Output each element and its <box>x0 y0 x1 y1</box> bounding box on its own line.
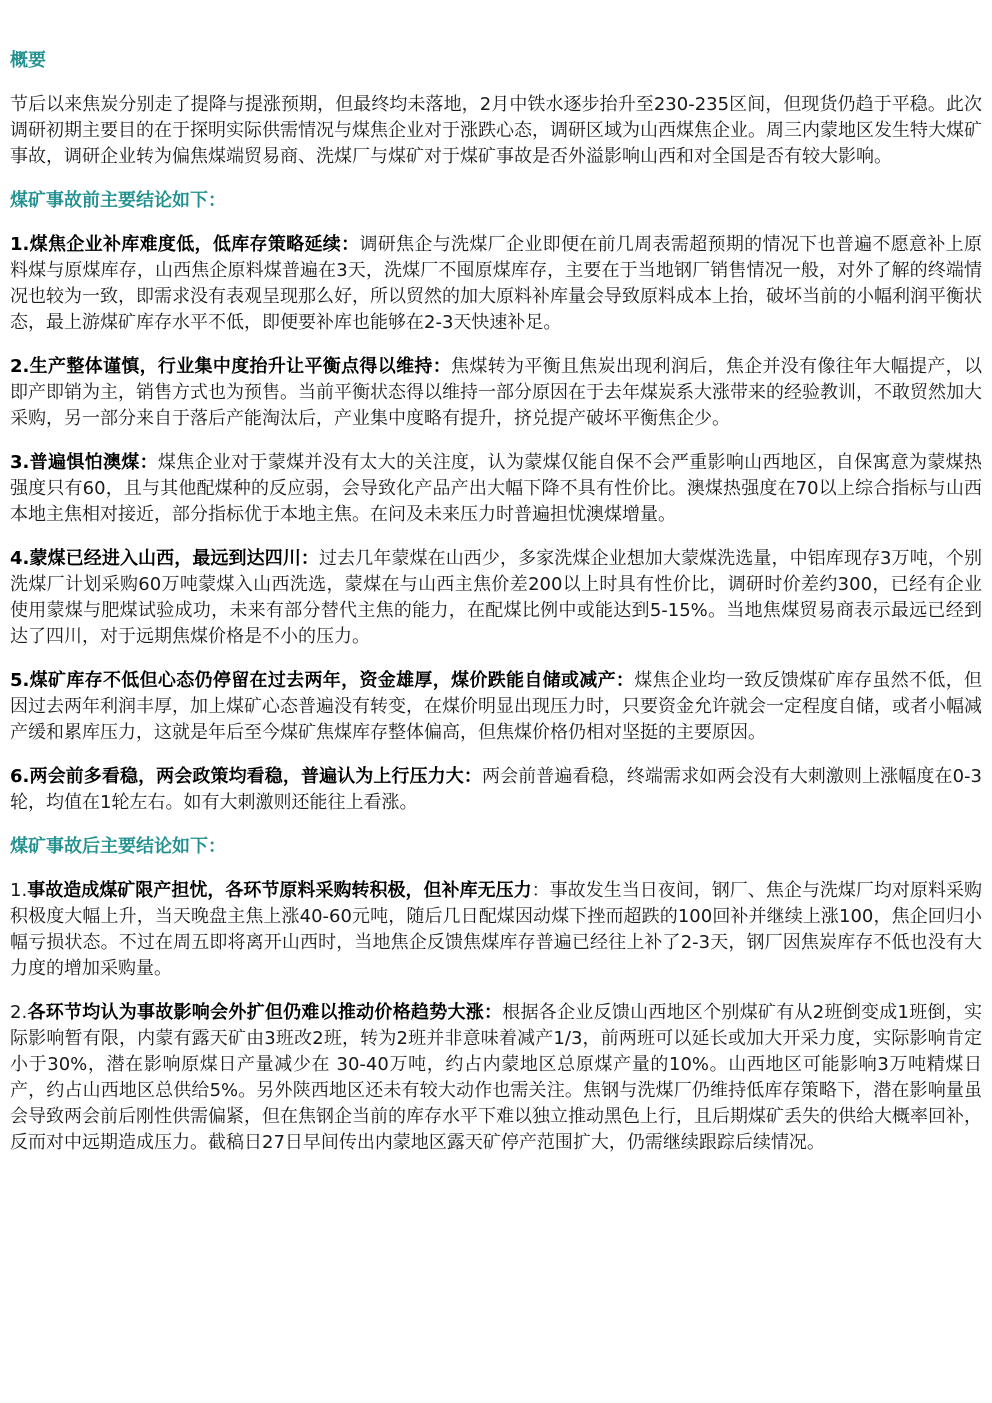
after-item-2 <box>10 1000 982 1156</box>
before-item-6 <box>10 764 982 816</box>
after-item-2-number: 2. <box>10 1002 28 1023</box>
before-accident-heading: 煤矿事故前主要结论如下： <box>10 190 226 211</box>
before-item-1-text: 调研焦企与洗煤厂企业即便在前几周表需超预期的情况下也普遍不愿意补上原料煤与原煤库存，山西焦企原料煤普遍在3天，洗煤厂不囤原煤库存，主要在于当地钢厂销售情况一般，对外了解的终端情况也较为一致，即需求没有表观呈现那么好，所以贸然的加大原料补库量会导致原料成本上抬，破坏当前的小幅利润平衡状态，最上游煤矿库存水平不低，即便要补库也能够在2-3天快速补足。 <box>10 234 982 333</box>
before-item-4-text: 过去几年蒙煤在山西少，多家洗煤企业想加大蒙煤洗选量，中铝库现存3万吨，个别洗煤厂计划采购60万吨蒙煤入山西洗选，蒙煤在与山西主焦价差200以上时具有性价比，调研时价差约300，已经有企业使用蒙煤与肥煤试验成功，未来有部分替代主焦的能力，在配煤比例中或能达到5-15%。当地焦煤贸易商表示最远已经到达了四川，对于远期焦煤价格是不小的压力。 <box>10 548 982 647</box>
before-item-1 <box>10 232 982 336</box>
after-item-2-text: 根据各企业反馈山西地区个别煤矿有从2班倒变成1班倒，实际影响暂有限，内蒙有露天矿由3班改2班，转为2班并非意味着减产1/3，前两班可以延长或加大开采力度，实际影响肯定小于30%，潜在影响原煤日产量减少在 30-40万吨，约占内蒙地区总原煤产量的10%。山西地区可能影响3万吨精煤日产，约占山西地区总供给5%。另外陕西地区还未有较大动作也需关注。焦钢与洗煤厂仍维持低库存策略下，潜在影响量虽会导致两会前后刚性供需偏紧，但在焦钢企当前的库存水平下难以独立推动黑色上行，且后期煤矿丢失的供给大概率回补，反而对中远期造成压力。截稿日27日早间传出内蒙地区露天矿停产范围扩大，仍需继续跟踪后续情况。 <box>10 1002 983 1153</box>
after-item-1-text: ：事故发生当日夜间，钢厂、焦企与洗煤厂均对原料采购积极度大幅上升，当天晚盘主焦上涨40-60元吨，随后几日配煤因动煤下挫而超跌的100回补并继续上涨100，焦企回归小幅亏损状态。不过在周五即将离开山西时，当地焦企反馈焦煤库存普遍已经往上补了2-3天，钢厂因焦炭库存不低也没有大力度的增加采购量。 <box>10 880 983 979</box>
after-item-1 <box>10 878 982 982</box>
before-item-6-text: 两会前普遍看稳，终端需求如两会没有大刺激则上涨幅度在0-3轮，均值在1轮左右。如有大刺激则还能往上看涨。 <box>10 766 982 813</box>
overview-heading: 概要 <box>10 50 46 71</box>
document-body <box>10 48 982 1174</box>
after-item-1-number: 1. <box>10 880 28 901</box>
after-accident-heading: 煤矿事故后主要结论如下： <box>10 836 226 857</box>
before-item-3-title: 3.普遍惧怕澳煤： <box>10 452 158 473</box>
before-item-5-title: 5.煤矿库存不低但心态仍停留在过去两年，资金雄厚，煤价跌能自储或减产： <box>10 670 635 691</box>
before-item-2-title: 2.生产整体谨慎，行业集中度抬升让平衡点得以维持： <box>10 356 452 377</box>
after-item-1-title: 事故造成煤矿限产担忧，各环节原料采购转积极，但补库无压力 <box>27 880 532 901</box>
before-item-5 <box>10 668 982 746</box>
before-item-2 <box>10 354 982 432</box>
before-item-2-text: 焦煤转为平衡且焦炭出现利润后，焦企并没有像往年大幅提产，以即产即销为主，销售方式也为预售。当前平衡状态得以维持一部分原因在于去年煤炭系大涨带来的经验教训，不敢贸然加大采购，另一部分来自于落后产能淘汰后，产业集中度略有提升，挤兑提产破坏平衡焦企少。 <box>10 356 982 429</box>
before-item-1-title: 1.煤焦企业补库难度低，低库存策略延续： <box>10 234 360 255</box>
after-item-2-title: 各环节均认为事故影响会外扩但仍难以推动价格趋势大涨： <box>27 1002 503 1023</box>
before-item-3 <box>10 450 982 528</box>
overview-paragraph: 节后以来焦炭分别走了提降与提涨预期，但最终均未落地，2月中铁水逐步抬升至230-235区间，但现货仍趋于平稳。此次调研初期主要目的在于探明实际供需情况与煤焦企业对于涨跌心态，调研区域为山西煤焦企业。周三内蒙地区发生特大煤矿事故，调研企业转为偏焦煤端贸易商、洗煤厂与煤矿对于煤矿事故是否外溢影响山西和对全国是否有较大影响。 <box>10 94 982 167</box>
before-item-5-text: 煤焦企业均一致反馈煤矿库存虽然不低，但因过去两年利润丰厚，加上煤矿心态普遍没有转变，在煤价明显出现压力时，只要资金允许就会一定程度自储，或者小幅减产缓和累库压力，这就是年后至今煤矿焦煤库存整体偏高，但焦煤价格仍相对坚挺的主要原因。 <box>10 670 983 743</box>
before-item-3-text: 煤焦企业对于蒙煤并没有太大的关注度，认为蒙煤仅能自保不会严重影响山西地区，自保寓意为蒙煤热强度只有60，且与其他配煤种的反应弱，会导致化产品产出大幅下降不具有性价比。澳煤热强度在70以上综合指标与山西本地主焦相对接近，部分指标优于本地主焦。在问及未来压力时普遍担忧澳煤增量。 <box>10 452 982 525</box>
before-item-4-title: 4.蒙煤已经进入山西，最远到达四川： <box>10 548 320 569</box>
before-item-6-title: 6.两会前多看稳，两会政策均看稳，普遍认为上行压力大： <box>10 766 482 787</box>
before-item-4 <box>10 546 982 650</box>
